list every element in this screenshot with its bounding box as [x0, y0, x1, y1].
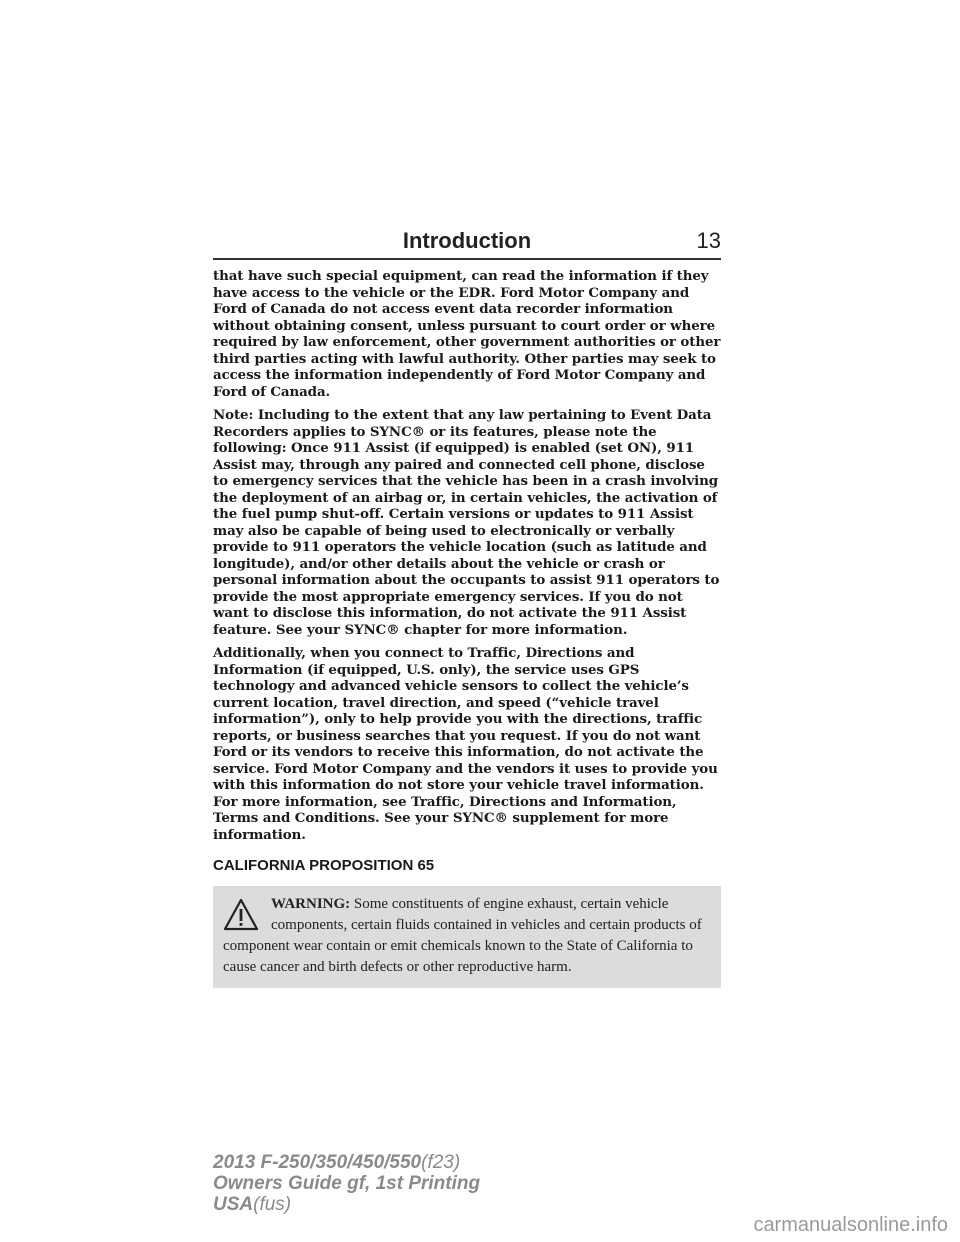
warning-triangle-icon — [223, 898, 259, 932]
paragraph-edr-access: that have such special equipment, can read the information if they have access to the vehicle or the EDR. Ford Motor Company and Ford of Canada do not access event data recorder information without obtaining consent, unless pursuant to court order or where required by law enforcement, other government authorities or other third parties acting with lawful authority. Other parties may seek to access the information independently of Ford Motor Company and Ford of Canada. — [213, 268, 721, 400]
page-header — [213, 226, 721, 258]
footer-model-code: (f23) — [421, 1152, 461, 1173]
site-watermark: carmanualsonline.info — [753, 1214, 948, 1236]
warning-box — [213, 886, 721, 988]
warning-label: WARNING: — [271, 896, 351, 912]
footer-line-printing: Owners Guide gf, 1st Printing — [213, 1173, 481, 1194]
footer-model: 2013 F-250/350/450/550 — [213, 1152, 422, 1173]
footer-market: USA — [213, 1194, 254, 1215]
chapter-title: Introduction — [402, 228, 532, 253]
footer-line-market — [213, 1194, 480, 1215]
header-rule — [213, 258, 721, 260]
page-number: 13 — [696, 228, 721, 253]
section-heading: CALIFORNIA PROPOSITION 65 — [213, 857, 435, 874]
footer-print-info — [213, 1152, 480, 1215]
warning-text: Some constituents of engine exhaust, certain vehicle components, certain fluids contained in vehicles and certain products of component wear contain or emit chemicals known to the State of California to cause cancer and birth defects or other reproductive harm. — [223, 896, 702, 975]
footer-market-code: (fus) — [253, 1194, 292, 1215]
paragraph-traffic-directions: Additionally, when you connect to Traffic, Directions and Information (if equipped, U.S. only), the service uses GPS technology and advanced vehicle sensors to collect the vehicle’s current location, travel direction, and speed (“vehicle travel information”), only to help provide you with the directions, traffic reports, or business searches that you request. If you do not want Ford or its vendors to receive this information, do not activate the service. Ford Motor Company and the vendors it uses to provide you with this information do not store your vehicle travel information. For more information, see Traffic, Directions and Information, Terms and Conditions. See your SYNC® supplement for more information. — [213, 645, 718, 843]
paragraph-911-assist-note: Note: Including to the extent that any law pertaining to Event Data Recorders applies to SYNC® or its features, please note the following: Once 911 Assist (if equipped) is enabled (set ON), 911 Assist may, through any paired and connected cell phone, disclose to emergency services that the vehicle has been in a crash involving the deployment of an airbag or, in certain vehicles, the activation of the fuel pump shut-off. Certain versions or updates to 911 Assist may also be capable of being used to electronically or verbally provide to 911 operators the vehicle location (such as latitude and longitude), and/or other details about the vehicle or crash or personal information about the occupants to assist 911 operators to provide the most appropriate emergency services. If you do not want to disclose this information, do not activate the 911 Assist feature. See your SYNC® chapter for more information. — [213, 407, 720, 638]
page-content — [213, 268, 721, 988]
footer-line-model — [213, 1152, 480, 1173]
